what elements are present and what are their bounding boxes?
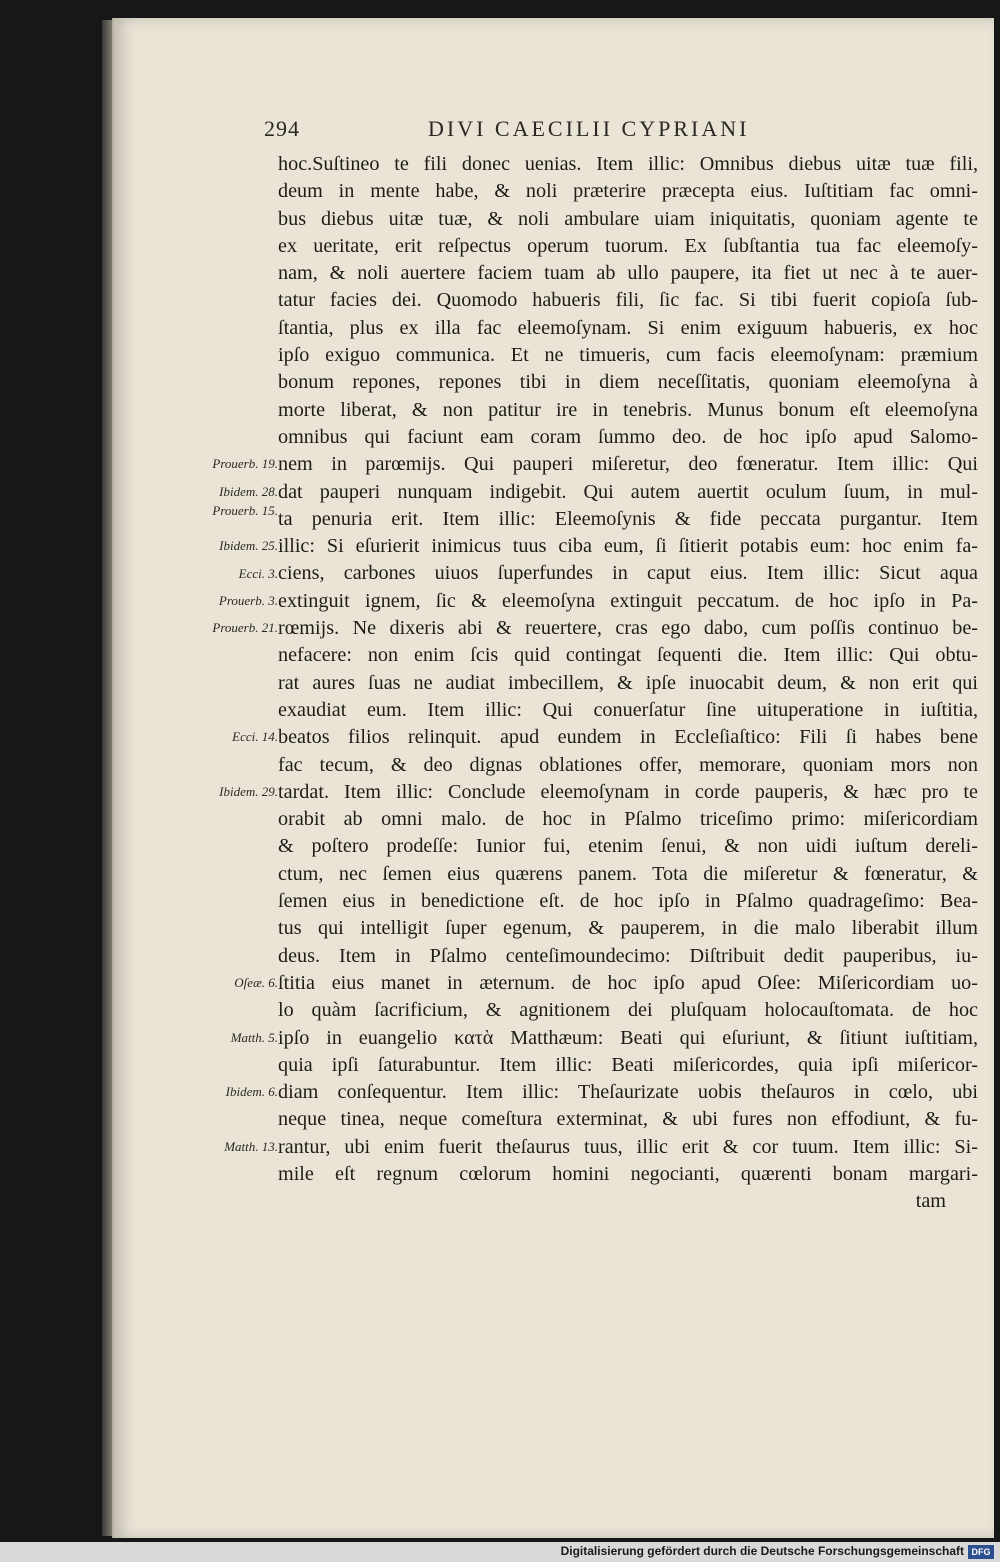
text-line: morte liberat, & non patitur ire in tenebris. Munus bonum eſt eleemoſyna xyxy=(278,398,978,421)
catchword: tam xyxy=(915,1190,946,1213)
marginal-note: Ecci. 14. xyxy=(232,729,278,745)
text-line: exaudiat eum. Item illic: Qui conuerſatur ſine uituperatione in iuſtitia, xyxy=(278,698,978,721)
book-page xyxy=(112,18,994,1538)
text-line: dat pauperi nunquam indigebit. Qui autem auertit oculum ſuum, in mul- xyxy=(278,480,978,503)
marginal-note: Prouerb. 3. xyxy=(218,592,278,608)
text-line: tus qui intelligit ſuper egenum, & pauperem, in die malo liberabit illum xyxy=(278,917,978,940)
marginal-note: Ibidem. 29. xyxy=(219,783,278,799)
text-line: deum in mente habe, & noli præterire præcepta eius. Iuſtitiam fac omni- xyxy=(278,180,978,203)
marginal-note: Oſeæ. 6. xyxy=(234,975,278,990)
text-line: orabit ab omni malo. de hoc in Pſalmo triceſimo primo: miſericordiam xyxy=(278,808,978,831)
text-line: rœmijs. Ne dixeris abi & reuertere, cras ego dabo, cum poſſis continuo be- xyxy=(278,617,978,640)
text-line: bonum repones, repones tibi in diem neceſſitatis, quoniam eleemoſyna à xyxy=(278,371,978,394)
text-line: nam, & noli auertere faciem tuam ab ullo paupere, ita fiet ut nec à te auer- xyxy=(278,262,978,285)
main-text xyxy=(278,151,978,1216)
text-line: nem in parœmijs. Qui pauperi miſeretur, deo fœneratur. Item illic: Qui xyxy=(278,453,978,476)
digitization-footer xyxy=(0,1542,1000,1562)
text-line: diam conſequentur. Item illic: Theſaurizate uobis theſauros in cœlo, ubi xyxy=(278,1081,978,1104)
text-line: fac tecum, & deo dignas oblationes offer, memorare, quoniam mors non xyxy=(278,753,978,776)
text-line: rat aures ſuas ne audiat imbecillem, & ipſe inuocabit deum, & non erit qui xyxy=(278,671,978,694)
marginal-note: Prouerb. 21. xyxy=(212,620,278,636)
text-line: ciens, carbones uiuos ſuperfundes in caput eius. Item illic: Sicut aqua xyxy=(278,562,978,585)
page-header xyxy=(264,116,914,156)
marginal-note: Prouerb. 15. xyxy=(212,502,278,518)
text-line: ſemen eius in benedictione eſt. de hoc ipſo in Pſalmo quadrageſimo: Bea- xyxy=(278,890,978,913)
running-title: DIVI CAECILII CYPRIANI xyxy=(428,116,750,141)
text-line: ſtantia, plus ex illa fac eleemoſynam. Si enim exiguum habueris, ex hoc xyxy=(278,316,978,339)
marginal-note: Ecci. 3. xyxy=(238,565,278,581)
text-line: ta penuria erit. Item illic: Eleemoſynis & fide peccata purgantur. Item xyxy=(278,507,978,530)
text-line: deus. Item in Pſalmo centeſimoundecimo: Diſtribuit dedit pauperibus, iu- xyxy=(278,944,978,967)
text-line: lo quàm ſacrificium, & agnitionem dei pluſquam holocauſtomata. de hoc xyxy=(278,999,978,1022)
funding-credit: Digitalisierung gefördert durch die Deutsche Forschungsgemeinschaft xyxy=(560,1544,964,1558)
marginal-note: Matth. 5. xyxy=(230,1029,278,1045)
text-line: rantur, ubi enim fuerit theſaurus tuus, illic erit & cor tuum. Item illic: Si- xyxy=(278,1135,978,1158)
marginal-note: Prouerb. 19. xyxy=(212,456,278,472)
text-line: hoc.Suſtineo te fili donec uenias. Item illic: Omnibus diebus uitæ tuæ fili, xyxy=(278,153,978,175)
dfg-logo-icon: DFG xyxy=(968,1545,994,1559)
text-line: neque tinea, neque comeſtura exterminat, & ubi fures non effodiunt, & fu- xyxy=(278,1108,978,1131)
text-line: quia ipſi ſaturabuntur. Item illic: Beati miſericordes, quia ipſi miſericor- xyxy=(278,1053,978,1076)
marginal-note: Ibidem. 6. xyxy=(225,1084,278,1100)
text-line: nefacere: non enim ſcis quid contingat ſequenti die. Item illic: Qui obtu- xyxy=(278,644,978,667)
page-number: 294 xyxy=(264,116,300,141)
text-line: mile eſt regnum cœlorum homini negocianti, quærenti bonam margari- xyxy=(278,1162,978,1185)
text-line: beatos filios relinquit. apud eundem in Eccleſiaſtico: Fili ſi habes bene xyxy=(278,726,978,749)
text-line: ctum, nec ſemen eius quærens panem. Tota die miſeretur & fœneratur, & xyxy=(278,862,978,885)
text-line: omnibus qui faciunt eam coram ſummo deo. de hoc ipſo apud Salomo- xyxy=(278,425,978,448)
marginal-note: Matth. 13. xyxy=(224,1138,278,1154)
text-line: & poſtero prodeſſe: Iunior fui, etenim ſenui, & non uidi iuſtum dereli- xyxy=(278,835,978,858)
text-line: ipſo in euangelio κατὰ Matthæum: Beati qui eſuriunt, & ſitiunt iuſtitiam, xyxy=(278,1026,978,1049)
text-line: tatur facies dei. Quomodo habueris fili, ſic fac. Si tibi fuerit copioſa ſub- xyxy=(278,289,978,312)
text-line: extinguit ignem, ſic & eleemoſyna extinguit peccatum. de hoc ipſo in Pa- xyxy=(278,589,978,612)
text-line: tardat. Item illic: Conclude eleemoſynam in corde pauperis, & hæc pro te xyxy=(278,780,978,803)
text-line: ex ueritate, erit reſpectus operum tuorum. Ex ſubſtantia tua fac eleemoſy- xyxy=(278,234,978,257)
marginal-note: Ibidem. 25. xyxy=(219,538,278,554)
text-line: ipſo exiguo communica. Et ne timueris, cum facis eleemoſynam: præmium xyxy=(278,344,978,367)
text-line: illic: Si eſurierit inimicus tuus ciba eum, ſi ſitierit potabis eum: hoc enim fa- xyxy=(278,535,978,558)
text-line: bus diebus uitæ tuæ, & noli ambulare uiam iniquitatis, quoniam agente te xyxy=(278,207,978,230)
text-line: ſtitia eius manet in æternum. de hoc ipſo apud Oſee: Miſericordiam uo- xyxy=(278,971,978,994)
marginal-note: Ibidem. 28. xyxy=(219,483,278,499)
